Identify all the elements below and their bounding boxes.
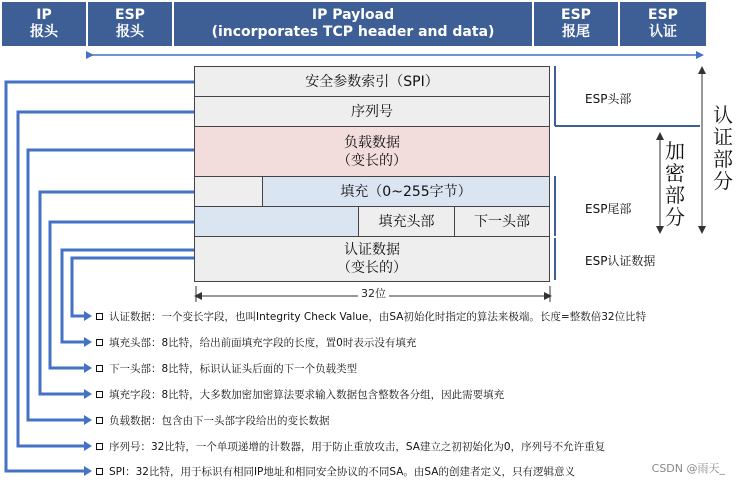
pad-length-label: 填充头部	[378, 213, 435, 230]
payload-field	[194, 126, 550, 177]
desc-next-header	[96, 360, 357, 376]
watermark: CSDN @雨天_	[651, 462, 725, 475]
desc-payload	[96, 412, 330, 428]
next-header-field	[454, 206, 550, 237]
esp-tail-label: ESP尾部	[585, 202, 632, 216]
desc-text: 填充头部：8比特，给出前面填充字段的长度，置0时表示没有填充	[109, 336, 417, 349]
desc-text: 认证数据：一个变长字段，也叫Integrity Check Value，由SA初始化时指定的算法来极端。长度=整数倍32位比特	[109, 310, 647, 323]
header-ip-line2: 报头	[30, 24, 58, 40]
desc-text: SPI：32比特，用于标识有相同IP地址和相同安全协议的不同SA。由SA的创建者定义，只有逻辑意义	[109, 465, 575, 478]
square-bullet-icon	[96, 339, 103, 346]
header-trailer-line1: ESP	[561, 7, 591, 23]
auth-data-label-line2: （变长的）	[337, 260, 407, 276]
square-bullet-icon	[96, 468, 103, 475]
esp-head-label: ESP头部	[585, 92, 632, 106]
padding-label: 填充（0~255字节）	[340, 183, 472, 200]
header-auth-line2: 认证	[649, 24, 677, 40]
square-bullet-icon	[96, 365, 103, 372]
desc-sequence-number	[96, 438, 605, 454]
esp-auth-data-label: ESP认证数据	[585, 254, 656, 268]
square-bullet-icon	[96, 443, 103, 450]
payload-label-line2: （变长的）	[337, 152, 407, 169]
header-payload-line2: (incorporates TCP header and data)	[211, 24, 495, 40]
square-bullet-icon	[96, 313, 103, 320]
padding-field	[262, 176, 550, 207]
auth-data-field	[194, 236, 550, 282]
desc-auth-data	[96, 308, 646, 324]
desc-text: 序列号：32比特，一个单项递增的计数器，用于防止重放攻击，SA建立之初初始化为0，序列号不允许重复	[109, 440, 606, 453]
spi-label: 安全参数索引（SPI）	[305, 73, 439, 90]
square-bullet-icon	[96, 417, 103, 424]
sequence-number-field	[194, 96, 550, 127]
next-header-label: 下一头部	[474, 213, 530, 230]
header-esp-line2: 报头	[116, 24, 144, 40]
encrypted-part-label: 加 密 部 分	[665, 139, 685, 229]
padding-continued-field	[194, 206, 359, 237]
square-bullet-icon	[96, 391, 103, 398]
sequence-number-label: 序列号	[351, 103, 393, 120]
desc-pad-length	[96, 334, 416, 350]
payload-label-line1: 负载数据	[344, 134, 400, 151]
header-payload-line1: IP Payload	[311, 7, 395, 23]
header-auth-line1: ESP	[648, 7, 678, 23]
header-trailer-line2: 报尾	[562, 24, 590, 40]
width-label: 32位	[358, 285, 389, 301]
auth-data-label-line1: 认证数据	[344, 242, 400, 258]
desc-padding	[96, 386, 504, 402]
pad-length-field	[358, 206, 455, 237]
desc-text: 填充字段：8比特，大多数加密加密算法要求输入数据包含整数各分组，因此需要填充	[109, 388, 505, 401]
spi-field	[194, 66, 550, 97]
desc-text: 下一头部：8比特，标识认证头后面的下一个负载类型	[109, 362, 358, 375]
header-ip-line1: IP	[36, 7, 52, 23]
auth-part-label: 认 证 部 分	[713, 103, 733, 193]
desc-spi	[96, 463, 575, 479]
payload-tail-field	[194, 176, 263, 207]
desc-text: 负载数据：包含由下一头部字段给出的变长数据	[109, 414, 330, 427]
header-esp-line1: ESP	[115, 7, 145, 23]
